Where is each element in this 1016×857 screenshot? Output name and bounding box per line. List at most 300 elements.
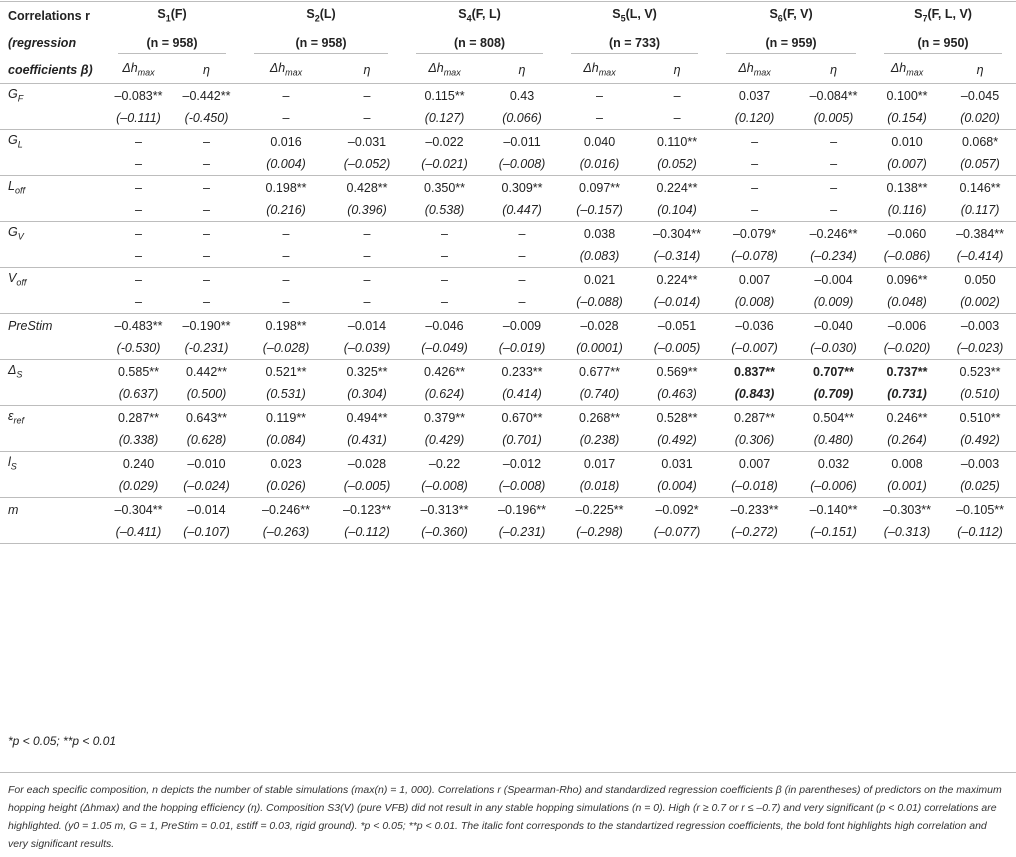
correlation-cell: –0.442** [173, 84, 240, 108]
header-label-line3: coefficients β) [8, 62, 93, 77]
metric-dh-symbol: Δh [583, 61, 599, 76]
correlation-cell: 0.031 [642, 452, 712, 476]
predictor-symbol: Δ [8, 363, 17, 378]
correlation-cell: – [332, 268, 402, 292]
regression-cell: (–0.411) [104, 521, 173, 544]
composition-args: (F, V) [782, 7, 813, 22]
regression-cell: – [363, 295, 371, 309]
predictor-symbol: PreStim [8, 318, 53, 333]
correlation-cell: –0.009 [487, 314, 557, 338]
correlation-cell: – [487, 268, 557, 292]
predictor-symbol: m [8, 502, 19, 517]
regression-cell: (0.001) [887, 479, 927, 493]
regression-cell: (0.731) [887, 387, 927, 401]
composition-n [557, 29, 712, 56]
regression-cell: (0.020) [960, 111, 1000, 125]
correlation-cell: 0.428** [332, 176, 402, 200]
regression-cell: (0.005) [813, 111, 854, 125]
regression-cell: (0.492) [657, 433, 697, 447]
correlation-cell: – [402, 268, 487, 292]
correlation-cell: 0.350** [402, 176, 487, 200]
predictor-symbol: L [8, 179, 15, 194]
regression-cell: (–0.360) [402, 521, 487, 544]
correlation-cell: –0.028 [557, 314, 642, 338]
predictor-label-spacer [0, 429, 104, 452]
predictor-subscript: S [16, 369, 23, 380]
metric-eta-symbol: η [830, 62, 838, 77]
regression-cell: – [830, 203, 838, 217]
composition-args: (F) [170, 7, 187, 22]
metric-eta-symbol: η [673, 62, 681, 77]
regression-cell: (0.843) [734, 387, 775, 401]
regression-cell: (–0.052) [343, 157, 391, 171]
predictor-subscript: L [17, 139, 23, 150]
composition-header [870, 2, 1016, 30]
regression-cell: (0.018) [579, 479, 620, 493]
correlation-cell: – [712, 130, 797, 154]
correlation-cell: – [797, 176, 870, 200]
metric-dh-max [870, 56, 944, 84]
correlation-cell: –0.010 [173, 452, 240, 476]
correlation-cell: 0.021 [557, 268, 642, 292]
correlation-cell: 0.110** [642, 130, 712, 154]
metric-eta [944, 56, 1016, 84]
regression-cell: (–0.019) [498, 341, 546, 355]
correlation-cell: – [487, 222, 557, 246]
correlation-cell: 0.010 [870, 130, 944, 154]
predictor-subscript: S [10, 461, 17, 472]
regression-cell: (0.083) [579, 249, 620, 263]
correlation-cell: – [332, 222, 402, 246]
regression-cell: – [673, 111, 681, 125]
composition-args: (L) [319, 7, 336, 22]
correlation-cell: 0.138** [870, 176, 944, 200]
correlation-cell: – [173, 222, 240, 246]
regression-cell: – [751, 157, 759, 171]
metric-dh-max [557, 56, 642, 84]
predictor-label [0, 498, 104, 522]
table-row-coefficients [0, 199, 1016, 222]
correlation-cell: –0.304** [104, 498, 173, 522]
correlation-cell: –0.003 [944, 452, 1016, 476]
header-row-metrics [0, 56, 1016, 84]
table-row-coefficients [0, 153, 1016, 176]
predictor-subscript: off [14, 185, 25, 196]
correlation-cell: –0.006 [870, 314, 944, 338]
correlation-cell: 0.504** [797, 406, 870, 430]
table-footnote: For each specific composition, n depicts the number of stable simulations (max(n) = 1, 000). Correlations r (Spearman-Rho) and standardized regression coefficients β (in parentheses) of predictors on the maximum hopping height (Δhmax) and the hopping efficiency (η). Composition S3(V) (pure VFB) did not result in any stable hopping simulations (n = 0). High (r ≥ 0.7 or r ≤ –0.7) and very significant (p < 0.01) correlations are highlighted. (y0 = 1.05 m, G = 1, PreStim = 0.01, εstiff = 0.03, rigid ground). *p < 0.05; **p < 0.01. The italic font corresponds to the standartized regression coefficients, the bold font highlights high correlation and very significant results. [8, 784, 1002, 850]
regression-cell: (0.396) [347, 203, 387, 217]
regression-cell: – [203, 249, 210, 263]
composition-symbol: S [157, 7, 166, 22]
regression-cell: (0.026) [266, 479, 306, 493]
regression-cell: (0.637) [118, 387, 159, 401]
regression-cell: (–0.157) [576, 203, 623, 217]
correlation-cell: 0.017 [557, 452, 642, 476]
metric-dh-symbol: Δh [428, 61, 444, 76]
predictor-label-spacer [0, 521, 104, 544]
correlation-cell: – [240, 222, 332, 246]
predictor-symbol: V [8, 271, 17, 286]
regression-cell: (0.740) [579, 387, 620, 401]
correlation-cell: – [173, 176, 240, 200]
composition-symbol: S [769, 7, 778, 22]
regression-cell: (–0.111) [116, 111, 161, 125]
correlation-cell: – [173, 130, 240, 154]
regression-cell: (–0.112) [944, 521, 1016, 544]
correlation-cell: 0.737** [870, 360, 944, 384]
correlation-cell: –0.483** [104, 314, 173, 338]
correlation-cell: 0.224** [642, 176, 712, 200]
correlation-cell: 0.068* [944, 130, 1016, 154]
correlation-cell: –0.313** [402, 498, 487, 522]
regression-cell: (0.463) [657, 387, 697, 401]
correlation-cell: –0.028 [332, 452, 402, 476]
correlation-cell: 0.268** [557, 406, 642, 430]
regression-cell: – [203, 203, 210, 217]
correlation-cell: –0.004 [797, 268, 870, 292]
regression-cell: (0.500) [186, 387, 227, 401]
regression-cell: (–0.313) [870, 521, 944, 544]
table-row [0, 314, 1016, 338]
predictor-label-spacer [0, 383, 104, 406]
composition-n [104, 29, 240, 56]
composition-n-value: (n = 808) [454, 35, 506, 50]
regression-cell: (0.238) [579, 433, 620, 447]
regression-cell: (0.624) [424, 387, 465, 401]
correlation-cell: 0.037 [712, 84, 797, 108]
predictor-symbol: l [8, 455, 11, 470]
table-row [0, 176, 1016, 200]
regression-cell: (0.066) [502, 111, 542, 125]
metric-eta-symbol: η [976, 62, 984, 77]
predictor-label-spacer [0, 199, 104, 222]
correlation-cell: – [104, 222, 173, 246]
metric-dh-symbol: Δh [890, 61, 907, 76]
predictor-label [0, 268, 104, 292]
metric-dh-max [104, 56, 173, 84]
composition-symbol: S [306, 7, 315, 22]
correlation-cell: 0.233** [487, 360, 557, 384]
correlation-cell: –0.040 [797, 314, 870, 338]
correlation-cell: – [642, 84, 712, 108]
correlation-cell: –0.304** [642, 222, 712, 246]
significance-note: *p < 0.05; **p < 0.01 [8, 734, 117, 748]
predictor-label [0, 84, 104, 108]
composition-n-value: (n = 733) [609, 35, 661, 50]
predictor-subscript: ref [13, 415, 25, 426]
regression-cell: (–0.088) [576, 295, 623, 309]
regression-cell: – [518, 295, 526, 309]
composition-index: 1 [165, 13, 171, 24]
table-row-coefficients [0, 337, 1016, 360]
correlation-cell: – [104, 268, 173, 292]
correlation-cell: 0.023 [240, 452, 332, 476]
correlation-cell: 0.442** [173, 360, 240, 384]
regression-cell: (–0.030) [810, 341, 857, 355]
correlation-cell: –0.022 [402, 130, 487, 154]
composition-header [557, 2, 712, 30]
correlation-cell: 0.287** [104, 406, 173, 430]
regression-cell: – [518, 249, 526, 263]
composition-args: (F, L, V) [927, 7, 972, 22]
regression-cell: (–0.314) [653, 249, 701, 263]
correlation-cell: –0.014 [332, 314, 402, 338]
regression-cell: (–0.234) [810, 249, 857, 263]
composition-index: 2 [314, 13, 320, 24]
predictor-symbol: G [8, 225, 18, 240]
correlation-cell: 0.224** [642, 268, 712, 292]
regression-cell: (0.154) [887, 111, 927, 125]
correlation-cell: –0.105** [944, 498, 1016, 522]
correlation-cell: –0.060 [870, 222, 944, 246]
correlation-cell: 0.246** [870, 406, 944, 430]
regression-cell: – [363, 249, 371, 263]
correlation-cell: 0.43 [487, 84, 557, 108]
correlation-cell: –0.303** [870, 498, 944, 522]
metric-eta-symbol: η [518, 62, 526, 77]
correlation-cell: 0.008 [870, 452, 944, 476]
correlation-cell: 0.677** [557, 360, 642, 384]
correlation-cell: –0.233** [712, 498, 797, 522]
predictor-label-spacer [0, 475, 104, 498]
regression-cell: (0.0001) [576, 341, 623, 355]
regression-cell: (0.480) [813, 433, 854, 447]
metric-dh-sub: max [137, 67, 155, 78]
predictor-symbol: G [8, 87, 18, 102]
correlation-cell: –0.003 [944, 314, 1016, 338]
composition-n-value: (n = 950) [917, 35, 969, 50]
regression-cell: (–0.008) [498, 157, 546, 171]
correlation-cell: 0.097** [557, 176, 642, 200]
regression-cell: (–0.005) [653, 341, 701, 355]
regression-cell: (–0.049) [421, 341, 468, 355]
regression-cell: (0.628) [186, 433, 227, 447]
regression-cell: – [135, 249, 142, 263]
predictor-label [0, 176, 104, 200]
predictor-label [0, 360, 104, 384]
correlation-cell: – [557, 84, 642, 108]
table-row-coefficients [0, 383, 1016, 406]
regression-cell: (0.414) [502, 387, 542, 401]
correlation-cell: – [240, 268, 332, 292]
correlation-cell: 0.007 [712, 452, 797, 476]
correlation-cell: 0.510** [944, 406, 1016, 430]
table-row [0, 406, 1016, 430]
composition-n [870, 29, 1016, 56]
composition-index: 4 [466, 13, 472, 24]
correlation-cell: 0.585** [104, 360, 173, 384]
composition-symbol: S [914, 7, 923, 22]
regression-cell: (0.304) [347, 387, 387, 401]
metric-dh-symbol: Δh [738, 61, 754, 76]
table-row [0, 130, 1016, 154]
regression-cell: (0.002) [960, 295, 1000, 309]
regression-cell: (0.004) [266, 157, 306, 171]
correlation-cell: 0.096** [870, 268, 944, 292]
regression-cell: (–0.151) [797, 521, 870, 544]
regression-cell: (0.447) [502, 203, 542, 217]
correlation-cell: –0.092* [642, 498, 712, 522]
regression-cell: (–0.298) [557, 521, 642, 544]
correlation-cell: –0.046 [402, 314, 487, 338]
table-row [0, 498, 1016, 522]
regression-cell: (–0.006) [810, 479, 857, 493]
predictor-label [0, 130, 104, 154]
regression-cell: (–0.107) [173, 521, 240, 544]
predictor-label [0, 452, 104, 476]
correlation-cell: 0.038 [557, 222, 642, 246]
regression-cell: (0.008) [734, 295, 775, 309]
regression-cell: (0.306) [734, 433, 775, 447]
correlation-cell: 0.040 [557, 130, 642, 154]
correlation-cell: –0.036 [712, 314, 797, 338]
regression-cell: (–0.014) [653, 295, 701, 309]
correlation-cell: 0.240 [104, 452, 173, 476]
metric-eta [487, 56, 557, 84]
composition-n-value: (n = 958) [295, 35, 347, 50]
table-row [0, 360, 1016, 384]
predictor-symbol: ε [8, 409, 14, 424]
correlation-cell: – [173, 268, 240, 292]
regression-cell: (–0.018) [731, 479, 778, 493]
predictor-label-spacer [0, 153, 104, 176]
table-row [0, 84, 1016, 108]
regression-cell: – [830, 157, 838, 171]
regression-cell: (0.492) [960, 433, 1000, 447]
metric-dh-sub: max [285, 67, 303, 78]
correlation-cell: –0.140** [797, 498, 870, 522]
correlation-cell: –0.123** [332, 498, 402, 522]
regression-cell: (0.057) [960, 157, 1000, 171]
header-row-n [0, 29, 1016, 56]
regression-cell: (0.120) [734, 111, 775, 125]
table-row-coefficients [0, 291, 1016, 314]
metric-dh-symbol: Δh [269, 61, 286, 76]
regression-cell: (0.009) [813, 295, 854, 309]
correlation-cell: 0.569** [642, 360, 712, 384]
composition-args: (F, L) [471, 7, 501, 22]
regression-cell: (-0.530) [116, 341, 161, 355]
regression-cell: (–0.414) [956, 249, 1004, 263]
regression-cell: – [203, 295, 210, 309]
metric-dh-sub: max [443, 67, 461, 78]
predictor-label [0, 222, 104, 246]
correlation-cell: – [402, 222, 487, 246]
correlation-cell: 0.426** [402, 360, 487, 384]
header-label-line2: (regression [8, 35, 77, 50]
table-row-coefficients [0, 245, 1016, 268]
correlation-cell: 0.523** [944, 360, 1016, 384]
regression-cell: (0.116) [887, 203, 927, 217]
composition-args: (L, V) [625, 7, 657, 22]
regression-cell: – [135, 203, 142, 217]
correlation-cell: 0.670** [487, 406, 557, 430]
correlation-cell: 0.146** [944, 176, 1016, 200]
predictor-subscript: off [16, 277, 27, 288]
correlation-cell: 0.707** [797, 360, 870, 384]
table-row-coefficients [0, 475, 1016, 498]
regression-cell: – [203, 157, 210, 171]
correlation-cell: –0.045 [944, 84, 1016, 108]
regression-cell: (–0.039) [343, 341, 391, 355]
correlation-cell: 0.198** [240, 314, 332, 338]
correlation-cell: –0.225** [557, 498, 642, 522]
table-footnote-block [0, 772, 1016, 853]
regression-cell: – [441, 295, 448, 309]
composition-index: 7 [922, 13, 928, 24]
predictor-label-spacer [0, 291, 104, 314]
correlation-cell: 0.494** [332, 406, 402, 430]
regression-cell: (–0.112) [332, 521, 402, 544]
correlation-cell: 0.287** [712, 406, 797, 430]
metric-eta [173, 56, 240, 84]
regression-cell: (0.104) [657, 203, 697, 217]
regression-cell: (0.216) [266, 203, 306, 217]
composition-header [104, 2, 240, 30]
regression-cell: (–0.231) [487, 521, 557, 544]
regression-cell: (–0.078) [731, 249, 778, 263]
correlation-cell: 0.521** [240, 360, 332, 384]
correlation-cell: 0.032 [797, 452, 870, 476]
regression-cell: (0.264) [887, 433, 927, 447]
composition-header [240, 2, 402, 30]
correlation-cell: – [332, 84, 402, 108]
correlation-cell: – [797, 130, 870, 154]
regression-cell: (–0.005) [343, 479, 391, 493]
metric-dh-sub: max [598, 67, 616, 78]
table-row-coefficients [0, 429, 1016, 452]
regression-cell: (0.084) [266, 433, 306, 447]
regression-cell: – [135, 295, 142, 309]
composition-n [712, 29, 870, 56]
predictor-label [0, 314, 104, 338]
composition-n-value: (n = 959) [765, 35, 817, 50]
composition-header [712, 2, 870, 30]
correlation-cell: –0.084** [797, 84, 870, 108]
regression-cell: (0.052) [657, 157, 697, 171]
correlation-cell: – [240, 84, 332, 108]
regression-cell: (–0.021) [421, 157, 468, 171]
metric-dh-max [402, 56, 487, 84]
regression-cell: (0.538) [424, 203, 465, 217]
composition-symbol: S [458, 7, 467, 22]
regression-cell: (–0.263) [240, 521, 332, 544]
correlation-cell: 0.007 [712, 268, 797, 292]
correlation-cell: –0.014 [173, 498, 240, 522]
correlation-cell: –0.190** [173, 314, 240, 338]
regression-cell: – [751, 203, 759, 217]
regression-cell: (0.016) [579, 157, 620, 171]
regression-cell: (0.025) [960, 479, 1000, 493]
composition-n-value: (n = 958) [146, 35, 198, 50]
correlation-cell: –0.012 [487, 452, 557, 476]
composition-n [240, 29, 402, 56]
regression-cell: (–0.028) [262, 341, 310, 355]
correlation-cell: –0.246** [240, 498, 332, 522]
composition-n [402, 29, 557, 56]
regression-cell: – [135, 157, 142, 171]
metric-dh-sub: max [753, 67, 771, 78]
regression-cell: (–0.272) [712, 521, 797, 544]
predictor-label-spacer [0, 337, 104, 360]
regression-cell: (–0.077) [642, 521, 712, 544]
predictor-subscript: V [17, 231, 24, 242]
regression-cell: (–0.023) [956, 341, 1004, 355]
regression-cell: (–0.086) [883, 249, 931, 263]
correlation-cell: – [712, 176, 797, 200]
correlation-cell: –0.22 [402, 452, 487, 476]
